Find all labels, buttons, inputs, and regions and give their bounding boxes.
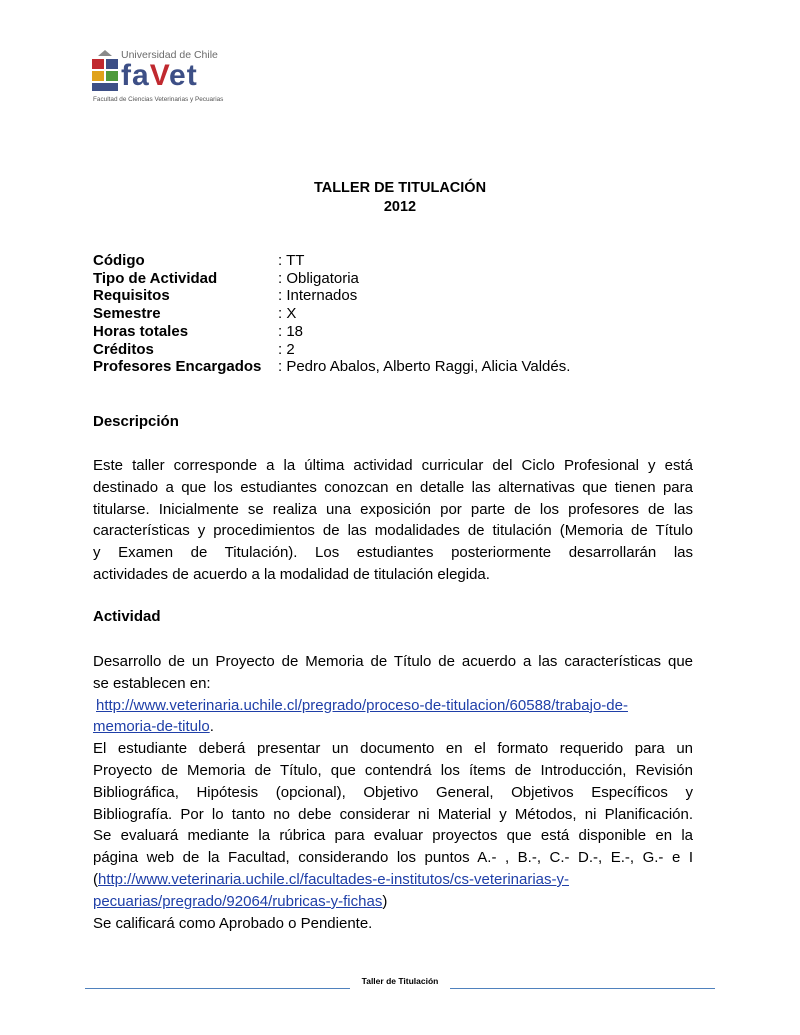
- info-row-tipo: Tipo de Actividad : Obligatoria: [93, 269, 359, 287]
- footer-label: Taller de Titulación: [361, 976, 439, 986]
- memoria-titulo-link-cont[interactable]: memoria-de-titulo: [93, 718, 210, 736]
- grading-note: Se calificará como Aprobado o Pendiente.: [93, 914, 373, 932]
- actividad-paragraph: Desarrollo de un Proyecto de Memoria de Título de acuerdo a las características que se establecen en: http://www.veterinaria.uchile.cl/pregrado/proceso-de-titulacion/60588/trabajo-de- memoria-de-titulo. El estudiante deberá presentar un documento en el formato requerido para un Proyecto de Memoria de Título, que contendrá los ítems de Introducción, Revisión Bibliográfica, Hipótesis (opcional), Objetivo General, Objetivos Específicos y Bibliografía. Por lo tanto no debe considerar ni Material y Métodos, ni Planificación. Se evaluará mediante la rúbrica para evaluar proyectos que está disponible en la página web de la Facultad, considerando los puntos A.- , B.-, C.- D.-, E.-, G.- e I (http://www.veterinaria.uchile.cl/facultades-e-institutos/cs-veterinarias-y- pecuarias/pregrado/92064/rubricas-y-fichas) Se calificará como Aprobado o Pendiente.: [93, 651, 693, 934]
- university-crest-icon: [91, 50, 119, 94]
- section-heading-descripcion: Descripción: [93, 413, 179, 430]
- info-row-creditos: Créditos : 2: [93, 340, 295, 358]
- footer-rule-left: [85, 988, 350, 989]
- university-name: Universidad de Chile: [121, 49, 218, 61]
- section-heading-actividad: Actividad: [93, 608, 161, 625]
- document-title: TALLER DE TITULACIÓN: [313, 180, 487, 196]
- footer-rule-right: [450, 988, 715, 989]
- info-row-semestre: Semestre : X: [93, 305, 297, 323]
- info-row-codigo: Código : TT: [93, 252, 305, 269]
- course-info-table: [93, 252, 570, 376]
- document-year: 2012: [383, 199, 417, 215]
- info-row-requisitos: Requisitos : Internados: [93, 287, 358, 305]
- memoria-titulo-link[interactable]: http://www.veterinaria.uchile.cl/pregrado/proceso-de-titulacion/60588/trabajo-de-: [96, 696, 628, 714]
- rubricas-link-cont[interactable]: pecuarias/pregrado/92064/rubricas-y-fichas: [93, 892, 383, 910]
- brand-wordmark: faVet: [121, 59, 198, 92]
- descripcion-paragraph: Este taller corresponde a la última actividad curricular del Ciclo Profesional y está destinado a que los estudiantes conozcan en detalle las alternativas que tienen para titularse. Inicialmente se realiza una exposición por parte de los profesores de las características y procedimientos de las modalidades de titulación (Memoria de Título y Examen de Titulación). Los estudiantes posteriormente desarrollarán las actividades de acuerdo a la modalidad de titulación elegida.: [93, 457, 693, 583]
- rubricas-link[interactable]: http://www.veterinaria.uchile.cl/facultades-e-institutos/cs-veterinarias-y-: [98, 870, 570, 888]
- faculty-logo: [91, 46, 231, 108]
- faculty-name: Facultad de Ciencias Veterinarias y Pecuarias: [93, 96, 224, 103]
- info-row-profesores: Profesores Encargados : Pedro Abalos, Alberto Raggi, Alicia Valdés.: [93, 358, 571, 376]
- info-row-horas: Horas totales : 18: [93, 322, 304, 340]
